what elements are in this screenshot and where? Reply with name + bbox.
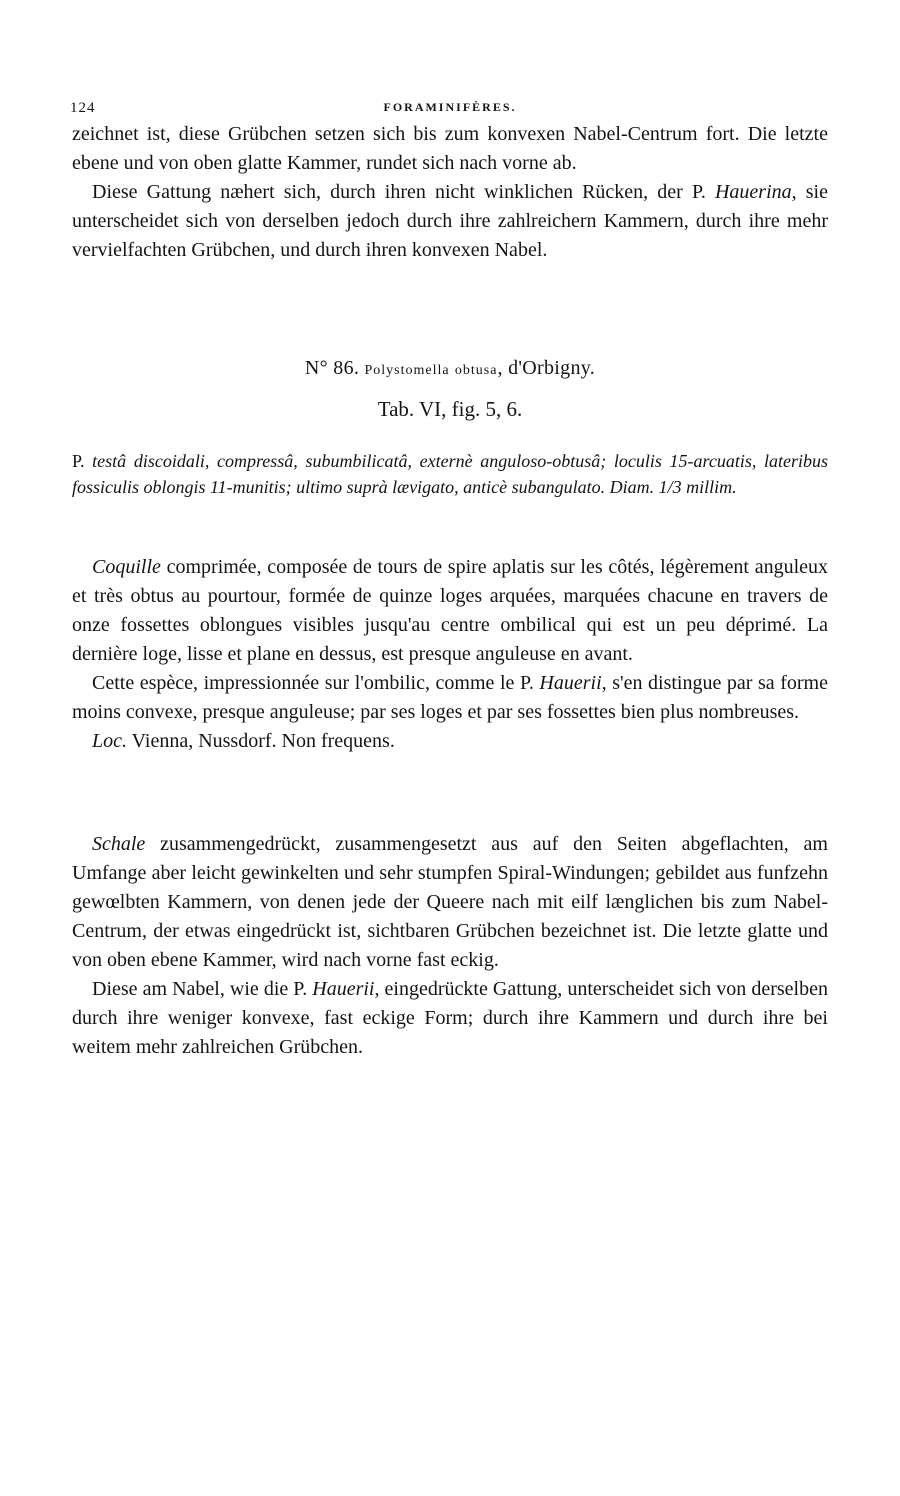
page-header [70,100,830,120]
french-p2-start: Cette espèce, impressionnée sur l'ombilic, comme le P. [92,672,540,694]
german-intro-section [72,120,828,265]
running-head: FORAMINIFÈRES. [383,100,517,114]
french-p2-end: , s'en distingue par sa forme moins convexe, presque anguleuse; par ses loges et par ses fossettes bien plus nombreuses. [72,672,828,723]
plate-reference: Tab. VI, fig. 5, 6. [377,397,523,421]
german-description-section [72,830,828,1062]
locality-label: Loc. [92,730,127,752]
latin-diagnosis [72,448,828,500]
french-label-coquille: Coquille [92,556,161,578]
species-heading [72,355,828,384]
french-description-section [72,553,828,756]
german-intro-paragraph-1: zeichnet ist, diese Grübchen setzen sich bis zum konvexen Nabel-Centrum fort. Die letzte ebene und von oben glatte Kammer, rundet sich nach vorne ab. [72,123,828,174]
german-intro-paragraph-2 [72,178,828,265]
german-p2-start: Diese am Nabel, wie die P. [92,978,313,1000]
german-intro-p2-start: Diese Gattung næhert sich, durch ihren nicht winklichen Rücken, der P. [92,181,715,203]
german-intro-p2-end: , sie unterscheidet sich von derselben jedoch durch ihre zahlreichern Kammern, durch ihre mehr vervielfachten Grübchen, und durch ihren konvexen Nabel. [72,181,828,261]
species-number: N° 86. [304,357,360,379]
german-paragraph-2 [72,975,828,1062]
french-p1-text: comprimée, composée de tours de spire aplatis sur les côtés, légèrement anguleux et très obtus au pourtour, formée de quinze loges arquées, marquées chacune en travers de onze fossettes oblongues visibles jusqu'au centre ombilical qui est un peu déprimé. La dernière loge, lisse et plane en dessus, est presque anguleuse en avant. [72,556,828,665]
german-label-schale: Schale [92,833,146,855]
french-paragraph-2 [72,669,828,727]
species-epithet: obtusa [454,363,498,378]
latin-text: testâ discoidali, compressâ, subumbilicatâ, externè anguloso-obtusâ; loculis 15-arcuatis, lateribus fossiculis oblongis 11-munitis; ultimo suprà lævigato, anticè subangulato. Diam. 1/3 millim. [72,451,828,497]
french-species-reference: Hauerii [539,672,602,694]
german-p1-text: zusammengedrückt, zusammengesetzt aus auf den Seiten abgeflachten, am Umfange aber leicht gewinkelten und sehr stumpfen Spiral-Windungen; gebildet aus funfzehn gewœlbten Kammern, von denen jede der Queere nach mit eilf længlichen bis zum Nabel-Centrum, der etwas eingedrückt ist, sichtbaren Grübchen bezeichnet ist. Die letzte glatte und von oben ebene Kammer, wird nach vorne fast eckig. [72,833,828,971]
german-paragraph-1 [72,830,828,975]
locality-text: Vienna, Nussdorf. Non frequens. [127,730,395,752]
french-paragraph-1 [72,553,828,669]
page-number: 124 [70,100,96,116]
species-author: , d'Orbigny. [497,357,596,379]
german-species-reference: Hauerii [312,978,375,1000]
locality-line [72,727,828,756]
latin-initial: P. [72,451,93,471]
genus-reference: Hauerina [714,181,792,203]
german-p2-end: , eingedrückte Gattung, unterscheidet sich von derselben durch ihre weniger konvexe, fast eckige Form; durch ihre Kammern und durch ihre bei weitem mehr zahlreichen Grübchen. [72,978,828,1058]
species-genus: Polystomella [364,363,450,378]
